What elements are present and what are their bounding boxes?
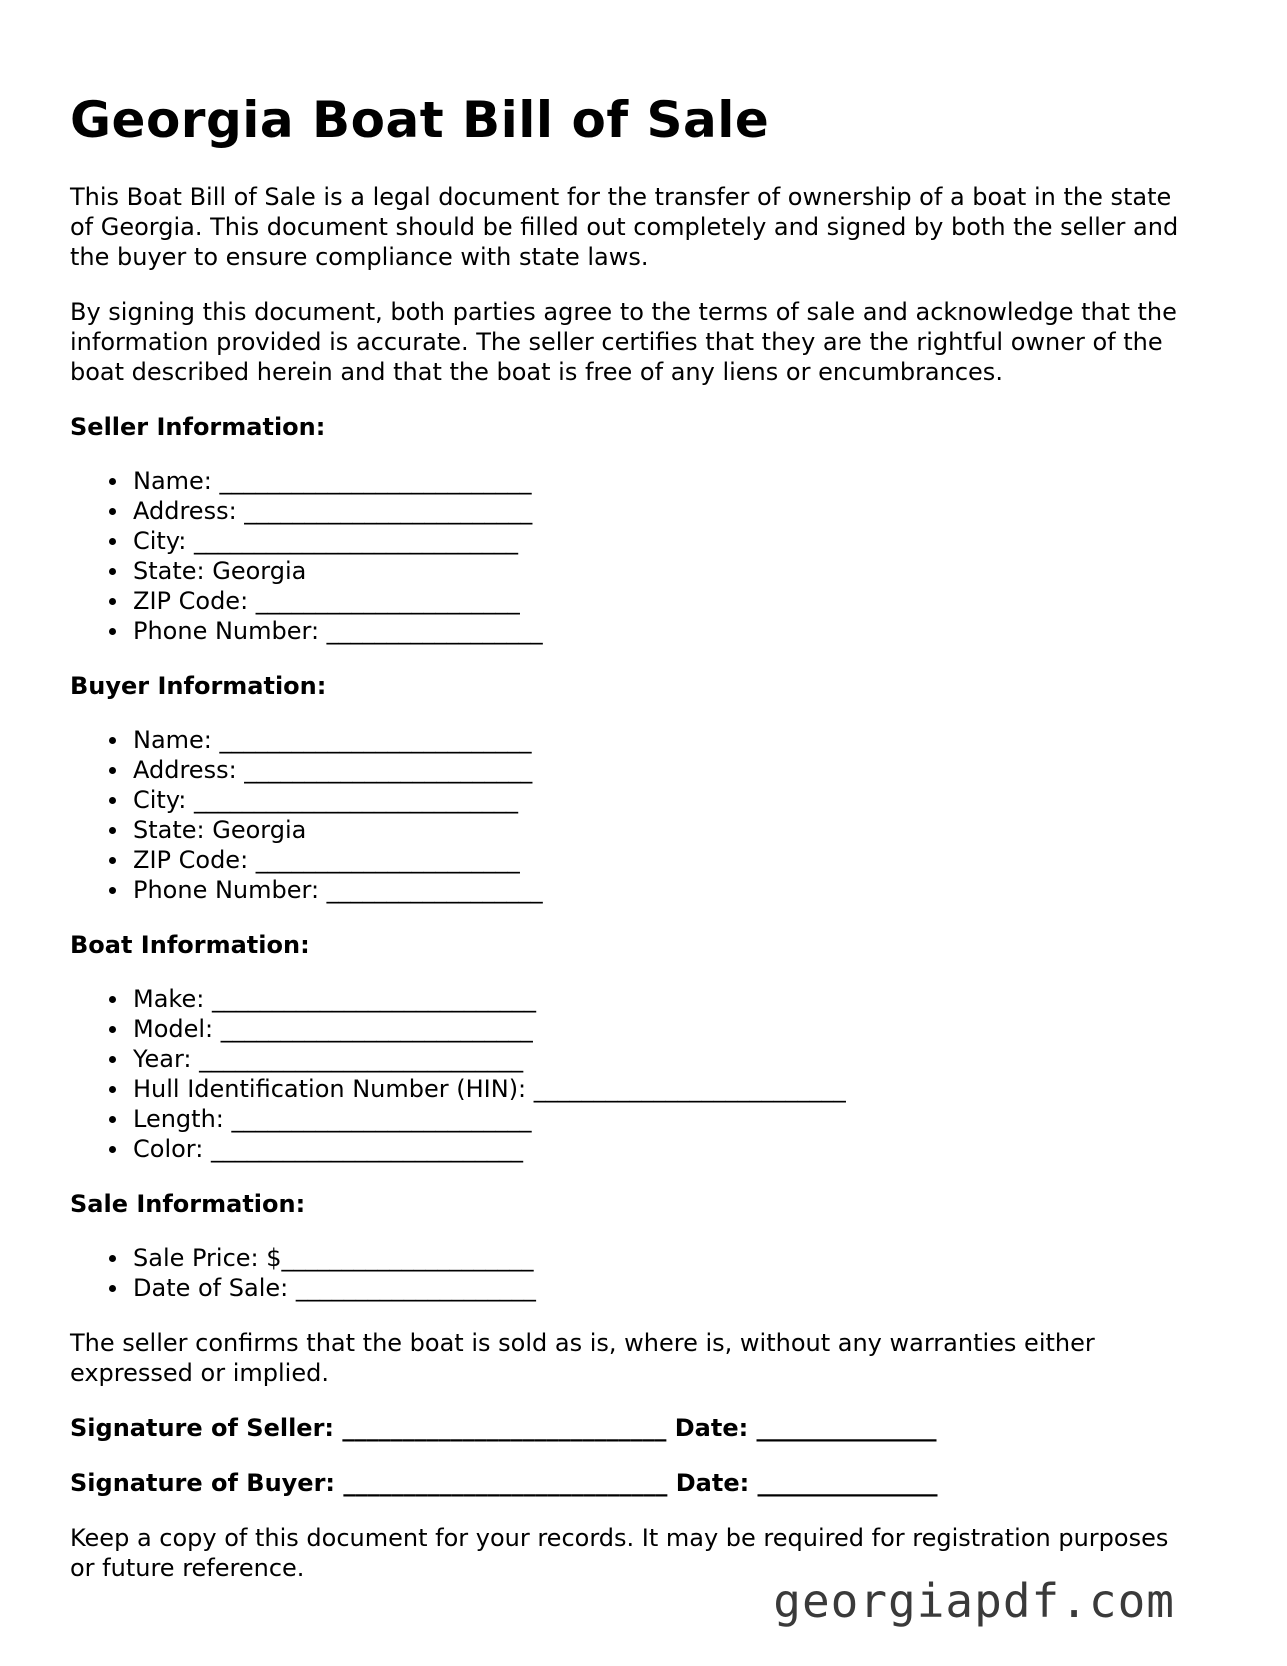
sale-price-field: Sale Price: $_____________________: [133, 1243, 1200, 1273]
boat-year-field: Year: ___________________________: [133, 1044, 1200, 1074]
buyer-heading: Buyer Information:: [70, 672, 327, 700]
seller-phone-field: Phone Number: __________________: [133, 616, 1200, 646]
boat-model-field: Model: __________________________: [133, 1014, 1200, 1044]
intro-paragraph-1: This Boat Bill of Sale is a legal document for the transfer of ownership of a boat in the state of Georgia. This document should be filled out completely and signed by both the seller and the buyer to ensure compliance with state laws.: [70, 183, 1179, 271]
buyer-city-field: City: ___________________________: [133, 785, 1200, 815]
boat-color-field: Color: __________________________: [133, 1134, 1200, 1164]
boat-make-field: Make: ___________________________: [133, 984, 1200, 1014]
document-page: [70, 78, 1200, 1608]
boat-heading: Boat Information:: [70, 931, 310, 959]
intro-paragraph-2: By signing this document, both parties agree to the terms of sale and acknowledge that the information provided is accurate. The seller certifies that they are the rightful owner of the boat described herein and that the boat is free of any liens or encumbrances.: [70, 298, 1177, 386]
seller-zip-field: ZIP Code: ______________________: [133, 586, 1200, 616]
seller-heading: Seller Information:: [70, 413, 326, 441]
buyer-address-field: Address: ________________________: [133, 755, 1200, 785]
buyer-name-field: Name: __________________________: [133, 725, 1200, 755]
seller-name-field: Name: __________________________: [133, 466, 1200, 496]
boat-length-field: Length: _________________________: [133, 1104, 1200, 1134]
watermark: georgiapdf.com: [773, 1574, 1175, 1628]
seller-state-field: State: Georgia: [133, 556, 1200, 586]
boat-hin-field: Hull Identification Number (HIN): __________________________: [133, 1074, 1200, 1104]
as-is-statement: The seller confirms that the boat is sold as is, where is, without any warranties either expressed or implied.: [70, 1329, 1095, 1387]
boat-list: [70, 984, 1200, 1164]
buyer-zip-field: ZIP Code: ______________________: [133, 845, 1200, 875]
seller-city-field: City: ___________________________: [133, 526, 1200, 556]
buyer-state-field: State: Georgia: [133, 815, 1200, 845]
buyer-list: [70, 725, 1200, 905]
document-title: Georgia Boat Bill of Sale: [70, 91, 770, 149]
seller-signature-line: Signature of Seller: ___________________________ Date: _______________: [70, 1414, 937, 1442]
sale-heading: Sale Information:: [70, 1190, 306, 1218]
sale-list: [70, 1243, 1200, 1303]
seller-address-field: Address: ________________________: [133, 496, 1200, 526]
buyer-phone-field: Phone Number: __________________: [133, 875, 1200, 905]
sale-date-field: Date of Sale: ____________________: [133, 1273, 1200, 1303]
buyer-signature-line: Signature of Buyer: ___________________________ Date: _______________: [70, 1469, 938, 1497]
seller-list: [70, 466, 1200, 646]
closing-note: Keep a copy of this document for your records. It may be required for registration purposes or future reference.: [70, 1524, 1169, 1582]
